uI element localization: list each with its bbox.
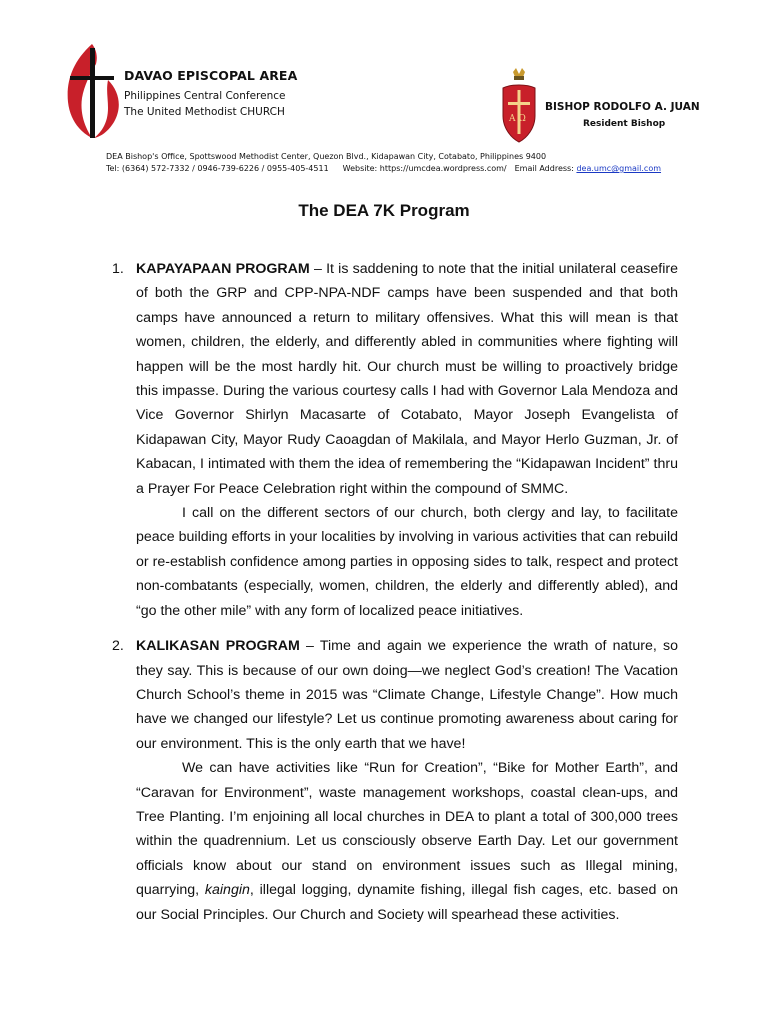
organization-block <box>124 68 297 120</box>
bishop-block <box>545 101 705 129</box>
item-heading: KAPAYAPAAN PROGRAM <box>136 261 310 277</box>
program-item-kapayapaan <box>112 257 678 623</box>
email-label: Email Address: <box>514 164 574 173</box>
church-name: The United Methodist CHURCH <box>124 106 285 118</box>
program-item-kalikasan <box>112 634 678 927</box>
item-paragraph: We can have activities like “Run for Creation”, “Bike for Mother Earth”, and “Caravan for Environment”, waste management workshops, coastal clean-ups, and Tree Planting. I’m enjoining all local churches in DEA to plant a total of 300,000 trees within the quadrennium. Let us consciously observe Earth Day. Let our government officials know about our stand on environment issues such as Illegal mining, quarrying, kaingin, illegal logging, dynamite fishing, illegal fish cages, etc. based on our Social Principles. Our Church and Society will spearhead these activities. <box>136 760 678 923</box>
bishop-role: Resident Bishop <box>583 119 666 129</box>
contact-info <box>106 151 661 175</box>
item-number: 2. <box>112 638 124 655</box>
document-title: The DEA 7K Program <box>298 201 470 220</box>
item-paragraph: KAPAYAPAAN PROGRAM – It is saddening to note that the initial unilateral ceasefire of both the GRP and CPP-NPA-NDF camps have been suspended and that both camps have announced a return to military offensives. What this will mean is that women, children, the elderly, and differently abled in communities where fighting will happen will be the most hardly hit. Our church must be willing to proactively bridge this impasse. During the various courtesy calls I had with Governor Lala Mendoza and Vice Governor Shirlyn Macasarte of Cotabato, Mayor Joseph Evangelista of Kidapawan City, Mayor Rudy Caoagdan of Makilala, and Mayor Herlo Guzman, Jr. of Kabacan, I intimated with them the idea of remembering the “Kidapawan Incident” thru a Prayer For Peace Celebration right within the compound of SMMC. <box>136 261 678 497</box>
telephone-numbers: Tel: (6364) 572-7332 / 0946-739-6226 / 0955-405-4511 <box>106 164 329 173</box>
cross-and-flame-logo <box>62 40 124 140</box>
item-number: 1. <box>112 261 124 277</box>
item-paragraph: KALIKASAN PROGRAM – Time and again we experience the wrath of nature, so they say. This is because of our own doing—we neglect God’s creation! The Vacation Church School’s theme in 2015 was “Climate Change, Lifestyle Change”. How much have we changed our lifestyle? Let us continue promoting awareness about caring for our environment. This is the only earth that we have! <box>136 638 678 752</box>
contact-line <box>106 163 661 175</box>
bishop-name: BISHOP RODOLFO A. JUAN <box>545 101 700 113</box>
conference-name: Philippines Central Conference <box>124 90 286 102</box>
website[interactable]: Website: https://umcdea.wordpress.com/ <box>342 164 507 173</box>
office-address: DEA Bishop's Office, Spottswood Methodist Center, Quezon Blvd., Kidapawan City, Cotabato, Philippines 9400 <box>106 152 547 161</box>
item-heading: KALIKASAN PROGRAM <box>136 638 300 655</box>
bishop-shield-icon <box>499 66 539 144</box>
alpha-omega-letters: A Ω <box>509 114 526 124</box>
item-paragraph: I call on the different sectors of our church, both clergy and lay, to facilitate peace building efforts in your localities by involving in various activities that can rebuild or re-establish confidence among parties in opposing sides to talk, respect and protect non-combatants (especially, women, children, the elderly and differently abled), and “go the other mile” with any form of localized peace initiatives. <box>136 505 678 619</box>
email-link[interactable]: dea.umc@gmail.com <box>576 164 662 173</box>
org-name: DAVAO EPISCOPAL AREA <box>124 68 298 83</box>
program-list <box>112 257 678 927</box>
